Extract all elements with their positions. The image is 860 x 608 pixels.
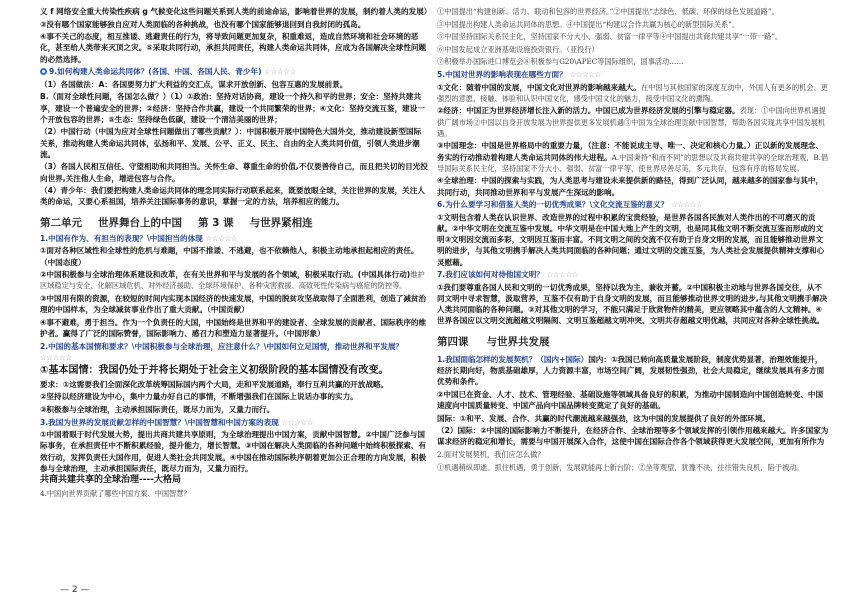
question-9: 9.如何构建人类命运共同体？(各国、中国、各国人民、青少年) ☆☆☆☆☆ [40, 66, 428, 77]
lesson-number: 第四课 [437, 335, 469, 348]
lesson4-answer-2: ①机遇稍纵即逝。抓住机遇，勇于创新，发展就能再上新台阶；②坐等观望，犹豫不决，往往错失良机，陷于被动。 [437, 462, 804, 472]
q9-answer-b: B.（面对全球性问题，各国怎么做？）（1）①政治：坚持对话协商，建设一个持久和平的世界；安全：坚持共建共享，建设一个普遍安全的世界；②经济：坚持合作共赢，建设一个共同繁荣的世界；④文化：坚持交流互鉴，建设一个开放包容的世界；⑤生态：坚持绿色低碳，建设一个清洁美丽的世界； [40, 92, 425, 124]
q9-answer-d: （3）各国人民相互信任、守望相助和共同担当。关怀生命、尊重生命的价值,不仅要善待自己，而且把关切的目光投向世界,关注他人生命，增进包容与合作。 [40, 162, 428, 183]
page-number: — 2 — [60, 585, 90, 595]
q9-answer-c: （2）中国行动（中国为应对全球性问题做出了哪些贡献？）：中国积极开展中国特色大国外交，推动建设新型国际关系，推动构建人类命运共同体，弘扬和平、发展、公平、正义、民主、自由的全人类共同价值，引领人类进步潮流。 [40, 127, 422, 159]
question-3: 3.我国为世界的发展贡献怎样的中国智慧？\中国智慧和中国方案的表现 ☆☆☆☆☆ [40, 417, 313, 427]
left-intro-1: 义 f 网络安全重大传染性疾病 g 气候变化这些问题关系到人类的前途命运，影响着世界的发展，制约着人类的发展） [40, 7, 432, 16]
stars-rating: ☆☆☆☆☆ [40, 352, 72, 362]
q9-answer-a: （1）各国做法：A：各国要努力扩大利益的交汇点，谋求开放创新、包容互惠的发展前景。 [40, 79, 348, 89]
q1-answer-a: ①面对各种区域性和全球性的危机与难题，中国不推诿、不逃避，也不依赖他人，积极主动地承担起相应的责任。（中国态度） [40, 246, 419, 267]
q3-summary: 共商共建共享的全球治理----大格局 [40, 475, 181, 486]
q2-answer-d: ③积极参与全球治理，主动承担国际责任，既尽力而为，又量力而行。 [40, 404, 275, 414]
bullet-icon [40, 68, 47, 75]
question-6: 6.为什么要学习和借鉴人类的一切优秀成果？\文化交流互鉴的意义？ ☆☆☆☆☆ [437, 200, 703, 210]
left-intro-3: ④事不关己的态度，相互推诿、逃避责任的行为，将导致问题更加复杂，积重难返，造成自然环境和社会环境的恶化，甚至给人类带来灭顶之灾。⑤采取共同行动，承担共同责任，构建人类命运共同体，应成为各国解决全球性问题的必然选择。 [40, 32, 427, 64]
right-line-4: ⑥中国发起成立亚洲基础设施投资银行。（亚投行） [437, 44, 599, 54]
q3-answer: ①中国着眼于时代发展大势，提出共商共建共享原则，为全球治理提出中国方案，贡献中国智慧。②中国广泛参与国际事务，在承担责任中不断积累经验，提升能力，增长智慧。③中国在解决人类面临的各种问题中始终积极探索、有效行动，发挥负责任大国作用，促进人类社会共同发展。④中国在推动国际秩序朝着更加公正合理的方向发展，积极参与全球治理，主动承担国际责任，既尽力而为，又量力而行。 [40, 430, 427, 473]
q1-answer-d: ④事不避难，勇于担当。作为一个负责任的大国，中国始终是世界和平的建设者、全球发展的贡献者、国际秩序的维护者。赢得了广泛的国际赞誉，国际影响力、感召力和塑造力显著提升。（中国形象） [40, 317, 427, 338]
question-1: 1.中国有作为、有担当的表现？\中国担当的体现 ☆☆☆☆☆ [40, 233, 238, 243]
stars-rating: ☆☆☆☆☆ [281, 417, 313, 427]
right-line-2: ③中国提出构建人类命运共同体的思想。④中国提出“构建以合作共赢为核心的新型国际关系”。 [437, 19, 740, 29]
stars-rating: ☆☆☆☆☆ [546, 270, 579, 280]
q5-answer-c: ③中国理念：中国是世界格局中的重要力量，（注意：不能说成主导、唯一、决定和核心力量。）正以新的发展理念、务实的行动推动着构建人类命运共同体的伟大进程。A.中国秉持“和而不同”的思想以及共商共建共享的全球治理观，B.倡导国际关系民主化，坚持国家不分大小、强弱、贫富一律平等，使世界尽善尽美，多元共存，包容有序的格局发展。 [437, 141, 829, 173]
right-line-5: ⑦积极举办国际进口博览会⑧积极参与G20\APEC等国际组织，国事活动…… [437, 57, 684, 67]
lesson4-answer-d: （2）国际：②中国的国际影响力不断提升，在经济合作、全球治理等多个领域发挥的引领作用越来越大。许多国家为谋求经济的稳定和增长，需要与中国开展深入合作，这使中国在国际合作各个领域获得更大发展空间，更加有所作为 [437, 426, 829, 447]
left-intro-2: ③没有哪个国家能够独自应对人类面临的各种挑战，也没有哪个国家能够退回到自我封闭的孤岛。 [40, 19, 366, 29]
unit-heading [40, 218, 428, 229]
q2-answer-b: 要求：①这需要我们全面深化改革统筹国际国内两个大局，走和平发展道路，奉行互利共赢的开放战略。 [40, 379, 389, 389]
lesson4-answer-c: 国际：①和平、发展、合作、共赢的时代潮流越来越强劲，这为中国的发展提供了良好的外部环境。 [437, 413, 770, 423]
right-column [437, 6, 829, 474]
q9-answer-e: （4）青少年：我们要把构建人类命运共同体的理念同实际行动联系起来，既要放眼全球，关注世界的发展，关注人类的命运，又要心系祖国，培养关注国际事务的意识，掌握一定的方法，培养相应的能力。 [40, 186, 425, 207]
lesson-title: 与世界紧相连 [249, 216, 313, 229]
stars-rating: ☆☆☆☆☆ [569, 69, 601, 79]
lesson4-question-1: 1.我国面临怎样的发展契机？（国内+国际）国内：①我国已转向高质量发展阶段，制度优势显著，治理效能提升，经济长期向好，物质基础雄厚，人力资源丰富，市场空间广阔，发展韧性强劲，社会大局稳定，继续发展具有多方面优势和条件。 [437, 354, 825, 387]
lesson-number: 第 3 课 [198, 216, 234, 229]
q1-answer-b: ②中国积极参与全球治理体系建设和改革，在有关世界和平与发展的各个领域，积极采取行动。(中国具体行动)维护区域稳定与安全、化解区域危机、对外经济援助、全球环境保护、各种灾害救援、高致死性传染病与癌症的防控等。 [40, 270, 425, 291]
lesson4-question-2: 2.面对发展契机，我们应怎么做？ [437, 449, 545, 459]
unit-title: 世界舞台上的中国 [98, 216, 182, 229]
stars-rating: ☆☆☆☆☆ [264, 67, 296, 77]
stars-rating: ☆☆☆☆☆ [205, 233, 238, 243]
q6-answer: ①文明包含着人类在认识世界、改造世界的过程中积累的宝贵经验，是世界各国各民族对人类作出的不可磨灭的贡献。②中华文明在交流互鉴中发展。中华文明是在中国大地上产生的文明，也是同其他文明不断交流互鉴而形成的文明③文明因交流而多彩，文明因互鉴而丰富。不同文明之间的交流不仅有助于自身文明的发展，而且能够推动世界文明的进步，与其他文明携手解决人类共同面临的各种问题；通过文明的交流互鉴，为人类社会发展提供精神支撑和心灵慰藉。 [437, 212, 825, 267]
q1-answer-c: ③中国用有限的资源，在较短的时间内实现本国经济的快速发展，中国的脱贫攻坚战取得了全面胜利，创造了减贫治理的中国样本，为全球减贫事业作出了重大贡献。（中国贡献） [40, 293, 427, 315]
stars-rating: ☆☆☆☆☆ [670, 200, 703, 210]
q2-answer-a: ①基本国情：我国仍处于并将长期处于社会主义初级阶段的基本国情没有改变。 [40, 365, 389, 377]
q2-answer-c: ②坚持以经济建设为中心，集中力量办好自己的事情，不断增强我们在国际上说话办事的实力。 [40, 392, 358, 402]
lesson4-answer-b: ②中国已在资金、人才、技术、管理经验、基础设施等领域具备良好的积累，为推动中国制造向中国创造转变、中国速度向中国质量转变、中国产品向中国品牌转变奠定了良好的基础。 [437, 389, 824, 410]
right-line-1: ①中国提出“构建创新、活力、联动和包容的世界经济。”②中国提出“志绿色、低碳、环保的绿色发展道路”。 [437, 7, 779, 16]
q7-answer: ①我们要尊重各国人民和文明的一切优秀成果，坚持以我为主，兼收并蓄。②中国积极主动地与世界各国交往，从不同文明中寻求智慧，汲取营养，互鉴不仅有助于自身文明的发展，而且能够推动世界文明的进步,与其他文明携手解决人类共同面临的各种问题。③对其他文明的学习，不能只满足于欣赏物件的精美，更应领略其中蕴含的人文精神。④世界各国应以文明交流超越文明隔阂、文明互鉴超越文明冲突、文明共存超越文明优越，共同应对各种全球性挑战。 [437, 282, 828, 326]
q5-answer-d: ④全球治理：中国的探索与实践，为人类思考与建设未来提供新的路径，得到广泛认同，越来越多的国家参与其中，共同行动，共同推动世界和平与发展产生深远的影响。 [437, 176, 824, 197]
question-5: 5.中国对世界的影响表现在哪些方面？ ☆☆☆☆☆ [437, 69, 601, 79]
q5-answer-b: ②经济：中国正为世界经济增长注入新的活力。中国已成为世界经济发展的引擎与稳定器。表现：①中国向世界机遇提供广阔市场②中国以自身开放发展为世界提供更多发展机遇③中国为全球治理贡献中国智慧，帮助各国实现共享中国发展机遇。 [437, 106, 826, 138]
lesson-heading [437, 337, 829, 348]
right-line-3: ⑤中国坚持国际关系民主化，坚持国家不分大小、强弱、贫富一律平等④中国提出共商共建共享“一带一路”。 [437, 32, 783, 42]
question-7: 7.我们应该如何对待他国文明？ ☆☆☆☆☆ [437, 270, 579, 280]
left-column [40, 6, 432, 501]
q5-answer-a: ①文化：随着中国的发展，中国文化对世界的影响越来越大。在中国与其他国家的深度互动中，外国人有更多的机会、更强烈的意愿，接触、体验和认识中国文化，感受中国文化的魅力，接受中国文化的熏陶。 [437, 82, 828, 103]
lesson-title: 与世界共发展 [486, 335, 550, 348]
question-4: 4.中国向世界贡献了哪些中国方案、中国智慧？ [40, 488, 191, 498]
question-2: 2.中国的基本国情和要求？\中国积极参与全球治理，应注意什么？\中国如何立足国情，推动世界和平发展？ ☆☆☆☆☆ [40, 341, 404, 362]
unit-number: 第二单元 [40, 216, 82, 229]
